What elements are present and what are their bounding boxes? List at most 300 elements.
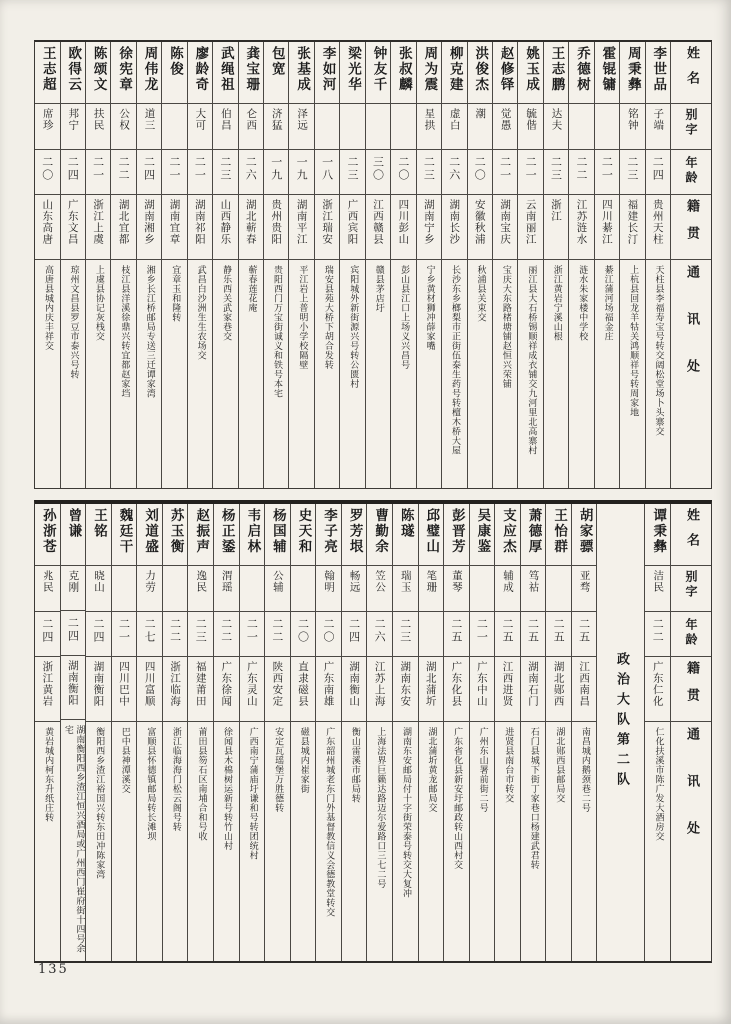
entry-courtesy-name-text: 公权	[118, 108, 131, 131]
entry-column	[544, 42, 569, 488]
entry-courtesy-name-text: 畅远	[348, 570, 361, 593]
entry-address	[213, 260, 237, 488]
entry-column	[340, 42, 365, 488]
entry-name-text: 彭晋芳	[448, 508, 465, 555]
entry-name-text: 谭秉彝	[650, 508, 667, 555]
entry-name	[366, 42, 390, 104]
entry-column	[442, 42, 467, 488]
entry-column	[61, 504, 87, 961]
entry-column	[342, 504, 368, 961]
entry-native-place	[521, 657, 546, 722]
entry-name-text: 赵振声	[193, 508, 210, 555]
entry-age-text: 二〇	[40, 156, 54, 182]
entry-native-place-text: 广东化县	[450, 661, 463, 707]
entry-address-text: 静乐西关武家巷交	[221, 265, 232, 341]
entry-native-place	[470, 657, 495, 722]
entry-column	[315, 42, 340, 488]
entry-age	[468, 150, 492, 195]
entry-courtesy-name-text: 力劳	[144, 570, 157, 593]
entry-age-text: 二〇	[473, 156, 487, 182]
header-name	[671, 42, 711, 104]
entry-age-text: 二一	[524, 156, 538, 182]
entry-column	[546, 504, 572, 961]
entry-age-text: 二一	[600, 156, 614, 182]
entry-column	[470, 504, 496, 961]
header-address-text: 通讯处	[684, 265, 699, 406]
entry-courtesy-name	[444, 566, 469, 612]
entry-age	[393, 612, 418, 657]
entry-address-text: 宾阳城外新街源兴号转公匮村	[348, 265, 359, 389]
entry-address	[291, 722, 316, 961]
entry-courtesy-name	[35, 566, 60, 612]
entry-name	[493, 42, 517, 104]
entry-native-place-text: 陕西安定	[271, 661, 284, 707]
entry-courtesy-name	[137, 104, 161, 150]
entry-age-text: 二三	[398, 618, 412, 644]
column-headers	[671, 504, 711, 961]
entry-name	[291, 504, 316, 566]
entry-name	[595, 42, 619, 104]
entry-name-text: 邱璧山	[423, 508, 440, 555]
entry-courtesy-name	[470, 566, 495, 612]
entry-address	[340, 260, 364, 488]
entry-name-text: 霍锟镛	[599, 46, 616, 93]
header-name	[671, 504, 711, 566]
entry-courtesy-name	[112, 566, 137, 612]
entry-address-text: 湖南衡阳西乡渣江恒兴酒局或广州西门崔府街十四号余宅	[62, 725, 85, 954]
entry-address	[61, 260, 85, 488]
entry-courtesy-name	[162, 104, 186, 150]
entry-native-place	[393, 657, 418, 722]
entry-age-text: 二三	[549, 156, 563, 182]
entry-name	[518, 42, 542, 104]
entry-address	[393, 722, 418, 961]
entry-name	[213, 42, 237, 104]
entry-native-place	[342, 657, 367, 722]
entry-native-place	[239, 195, 263, 260]
entry-courtesy-name	[315, 104, 339, 150]
entry-name-text: 乔德树	[573, 46, 590, 93]
entry-age-text: 二六	[447, 156, 461, 182]
entry-name-text: 李子亮	[321, 508, 338, 555]
entry-native-place-text: 福建长汀	[626, 199, 639, 245]
entry-age	[417, 150, 441, 195]
entry-courtesy-name	[61, 104, 85, 150]
entry-courtesy-name	[342, 566, 367, 612]
entry-column	[137, 504, 163, 961]
entry-address	[163, 722, 188, 961]
entry-courtesy-name	[340, 104, 364, 150]
entry-address	[240, 722, 265, 961]
entry-age-text: 二四	[66, 156, 80, 182]
entry-name	[61, 504, 86, 566]
entry-address-text: 宜章玉和隆转	[170, 265, 181, 322]
entry-native-place-text: 湖南东安	[399, 661, 412, 707]
entry-age-text: 一九	[269, 156, 283, 182]
entry-age-text: 二五	[577, 618, 591, 644]
entry-courtesy-name-text: 席珍	[41, 108, 54, 131]
header-courtesy-name	[671, 566, 711, 612]
entry-name	[112, 504, 137, 566]
entry-age	[291, 612, 316, 657]
header-age	[671, 612, 711, 657]
entry-native-place	[595, 195, 619, 260]
entry-native-place-text: 四川富顺	[143, 661, 156, 707]
entry-name-text: 洪俊杰	[472, 46, 489, 93]
entry-courtesy-name-text: 济猛	[270, 108, 283, 131]
entry-age	[214, 612, 239, 657]
entry-column	[162, 42, 187, 488]
entry-courtesy-name	[442, 104, 466, 150]
entry-native-place	[137, 657, 162, 722]
entry-address-text: 上海法界巨籁达路迈尔爱路口三七二号	[375, 727, 386, 889]
entry-name-text: 陈璲	[397, 508, 414, 539]
entry-courtesy-name	[213, 104, 237, 150]
entry-courtesy-name-text: 虚白	[448, 108, 461, 131]
entry-address	[35, 260, 59, 488]
entry-name-text: 柳克建	[446, 46, 463, 93]
entry-address-text: 丽江县大石桥锡顺祥成衣铺交九河里北高寨村	[526, 265, 537, 455]
entry-native-place	[417, 195, 441, 260]
entry-courtesy-name	[493, 104, 517, 150]
entry-name-text: 陈颂文	[90, 46, 107, 93]
entry-courtesy-name	[546, 566, 571, 612]
entry-age-text: 二六	[244, 156, 258, 182]
entry-age	[289, 150, 313, 195]
entry-address-text: 进贤县南台市转交	[503, 727, 514, 803]
entry-name	[468, 42, 492, 104]
entry-courtesy-name	[521, 566, 546, 612]
entry-native-place	[240, 657, 265, 722]
entry-address	[264, 260, 288, 488]
roster-table-top	[34, 40, 712, 489]
entry-age	[645, 612, 670, 657]
entry-age	[595, 150, 619, 195]
entry-name	[316, 504, 341, 566]
entry-address-text: 长沙东乡榔梨市正街伍泰生药号转檀木桥大屋	[450, 265, 461, 455]
entry-courtesy-name	[35, 104, 59, 150]
entry-courtesy-name	[163, 566, 188, 612]
entry-age-text: 一九	[295, 156, 309, 182]
entry-address	[521, 722, 546, 961]
entry-native-place	[518, 195, 542, 260]
entry-native-place	[366, 195, 390, 260]
entry-courtesy-name	[265, 566, 290, 612]
entry-column	[493, 42, 518, 488]
entry-native-place-text: 贵州贵阳	[270, 199, 283, 245]
entry-age-text: 二四	[142, 156, 156, 182]
entry-native-place-text: 江西赣县	[371, 199, 384, 245]
entry-courtesy-name-text: 扶民	[92, 108, 105, 131]
entry-age-text: 二四	[347, 618, 361, 644]
entry-age	[495, 612, 520, 657]
entry-courtesy-name	[137, 566, 162, 612]
entry-native-place	[495, 657, 520, 722]
entry-address-text: 瑞安县苑大桥下胡合发转	[322, 265, 333, 370]
entry-courtesy-name-text: 笔珊	[425, 570, 438, 593]
entry-native-place	[340, 195, 364, 260]
entry-name-text: 支应杰	[499, 508, 516, 555]
entry-native-place-text: 湖北蒲圻	[424, 661, 437, 707]
entry-name	[111, 42, 135, 104]
entry-age	[61, 150, 85, 195]
entry-column	[240, 504, 266, 961]
entry-native-place-text: 湖南湘乡	[143, 199, 156, 245]
entry-native-place	[544, 195, 568, 260]
entry-column	[214, 504, 240, 961]
entry-address-text: 仁化扶溪市陈广发大酒房交	[653, 727, 664, 841]
entry-native-place	[646, 195, 670, 260]
entry-column	[86, 42, 111, 488]
entry-native-place	[213, 195, 237, 260]
entry-name	[289, 42, 313, 104]
entry-address	[419, 722, 444, 961]
header-courtesy-name-text: 别字	[684, 570, 698, 600]
entry-address-text: 南昌城内鹅颈巷二号	[579, 727, 590, 813]
entry-name	[239, 42, 263, 104]
entry-address	[645, 722, 670, 961]
entry-native-place-text: 福建莆田	[194, 661, 207, 707]
entry-courtesy-name	[417, 104, 441, 150]
entry-courtesy-name-text: 觉愚	[499, 108, 512, 131]
entry-courtesy-name-text: 渭瑶	[220, 570, 233, 593]
entry-address-text: 巴中县神潭溪交	[119, 727, 130, 794]
entry-address	[86, 260, 110, 488]
entry-age-text: 二一	[91, 156, 105, 182]
entry-native-place	[188, 657, 213, 722]
entry-age	[419, 612, 444, 657]
entry-age	[546, 612, 571, 657]
header-address	[671, 260, 711, 488]
entry-address-text: 徐闻县木棉树运新号转竹山村	[222, 727, 233, 851]
entry-native-place-text: 广东徐闻	[220, 661, 233, 707]
entry-native-place	[493, 195, 517, 260]
entry-address-text: 湘乡长江桥邮局专送三迁谭家湾	[144, 265, 155, 398]
entry-age	[188, 150, 212, 195]
entry-column	[393, 504, 419, 961]
entry-native-place-text: 湖南祁阳	[193, 199, 206, 245]
entry-age	[518, 150, 542, 195]
entry-name-text: 韦启林	[244, 508, 261, 555]
entry-native-place	[111, 195, 135, 260]
entry-age-text: 二一	[193, 156, 207, 182]
entry-native-place	[444, 657, 469, 722]
entry-address-text: 莆田县笏石区南埔合和号收	[196, 727, 207, 841]
entry-address	[162, 260, 186, 488]
entry-address	[366, 260, 390, 488]
entry-age	[315, 150, 339, 195]
entry-age-text: 二五	[552, 618, 566, 644]
entry-native-place-text: 四川巴中	[118, 661, 131, 707]
entry-native-place	[35, 657, 60, 722]
entry-age-text: 二五	[526, 618, 540, 644]
entry-native-place-text: 江苏上海	[373, 661, 386, 707]
entry-native-place-text: 浙江临海	[169, 661, 182, 707]
entry-address-text: 黄岩城内柯东升纸庄转	[43, 727, 54, 822]
entry-address	[468, 260, 492, 488]
entry-age	[544, 150, 568, 195]
entry-native-place-text: 浙江瑞安	[321, 199, 334, 245]
entry-address	[646, 260, 670, 488]
entry-address-text: 湖南东安邮局付十字街荣泰号转交大复冲	[400, 727, 411, 898]
entry-name-text: 姚玉成	[523, 46, 540, 93]
entry-courtesy-name	[391, 104, 415, 150]
entry-courtesy-name	[544, 104, 568, 150]
entry-address	[35, 722, 60, 961]
entry-name	[544, 42, 568, 104]
entry-name-text: 张叔麟	[395, 46, 412, 93]
entry-age-text: 二六	[373, 618, 387, 644]
unit-section-divider	[597, 504, 645, 961]
entry-courtesy-name-text: 笃祜	[527, 570, 540, 593]
entry-column	[163, 504, 189, 961]
entry-name-text: 龚宝珊	[243, 46, 260, 93]
header-name-text: 姓名	[684, 46, 699, 96]
entry-column	[518, 42, 543, 488]
entry-native-place	[419, 657, 444, 722]
entry-address	[518, 260, 542, 488]
entry-column	[316, 504, 342, 961]
entry-native-place-text: 湖南石门	[527, 661, 540, 707]
entry-age	[342, 612, 367, 657]
header-native-place-text: 籍贯	[684, 661, 699, 715]
entry-age-text: 二二	[574, 156, 588, 182]
entry-courtesy-name-text: 铭钟	[626, 108, 639, 131]
entry-native-place	[61, 656, 86, 721]
entry-address	[137, 722, 162, 961]
entry-address	[316, 722, 341, 961]
entry-age	[470, 612, 495, 657]
entry-courtesy-name-text: 伯昌	[219, 108, 232, 131]
entry-name-text: 王铭	[90, 508, 107, 539]
entry-name-text: 杨国辅	[269, 508, 286, 555]
entry-name-text: 曾谦	[65, 508, 82, 539]
entry-name-text: 廖龄奇	[192, 46, 209, 93]
entry-name-text: 王志鹏	[548, 46, 565, 93]
entry-courtesy-name	[569, 104, 593, 150]
entry-native-place-text: 广西宾阳	[346, 199, 359, 245]
entry-courtesy-name	[645, 566, 670, 612]
entry-address-text: 蕲春莲花庵	[246, 265, 257, 313]
entry-courtesy-name	[188, 104, 212, 150]
entry-native-place	[86, 657, 111, 722]
entry-address-text: 上虞县协记灰栈交	[93, 265, 104, 341]
entry-native-place	[264, 195, 288, 260]
entry-age-text: 二一	[498, 156, 512, 182]
entry-native-place-text: 浙江黄岩	[41, 661, 54, 707]
entry-age-text: 二七	[143, 618, 157, 644]
entry-native-place-text: 浙江上虞	[92, 199, 105, 245]
entry-name-text: 胡家骠	[576, 508, 593, 555]
entry-column	[367, 504, 393, 961]
entry-name-text: 钟友千	[370, 46, 387, 93]
entry-native-place	[315, 195, 339, 260]
entry-address-text: 衡山雷溪市邮局转	[349, 727, 360, 803]
entry-courtesy-name-text: 翰明	[323, 570, 336, 593]
entry-courtesy-name-text: 亚骛	[578, 570, 591, 593]
entry-native-place	[645, 657, 670, 722]
entry-name	[419, 504, 444, 566]
entry-native-place-text: 湖南平江	[295, 199, 308, 245]
entry-courtesy-name-text: 逸民	[195, 570, 208, 593]
entry-age-text: 二四	[66, 617, 80, 644]
entry-name	[391, 42, 415, 104]
entry-column	[366, 42, 391, 488]
header-courtesy-name	[671, 104, 711, 150]
entry-column	[646, 42, 671, 488]
entry-courtesy-name	[86, 104, 110, 150]
entry-age-text: 二五	[500, 618, 514, 644]
entry-age-text: 二二	[651, 618, 665, 644]
entry-name-text: 魏廷干	[116, 508, 133, 555]
entry-address	[289, 260, 313, 488]
entry-address-text: 广西南宁蒲庙圩谦和号转团统村	[247, 727, 258, 860]
entry-age	[86, 150, 110, 195]
entry-native-place-text: 湖北郧西	[552, 661, 565, 707]
entry-age-text: 二一	[245, 618, 259, 644]
entry-age-text: 二四	[651, 156, 665, 182]
entry-address-text: 安定瓦瑶堡万胜德转	[273, 727, 284, 813]
entry-name	[569, 42, 593, 104]
entry-name	[264, 42, 288, 104]
entry-name	[163, 504, 188, 566]
entry-address	[495, 722, 520, 961]
entry-native-place-text: 湖南宁乡	[422, 199, 435, 245]
entry-courtesy-name	[289, 104, 313, 150]
entry-column	[391, 42, 416, 488]
entry-courtesy-name	[468, 104, 492, 150]
entry-native-place-text: 江西南昌	[578, 661, 591, 707]
entry-name-text: 萧德厚	[525, 508, 542, 555]
entry-address	[188, 722, 213, 961]
entry-age	[442, 150, 466, 195]
entry-courtesy-name-text: 泽远	[296, 108, 309, 131]
entry-address	[86, 722, 111, 961]
entry-native-place-text: 贵州天柱	[651, 199, 664, 245]
entry-name-text: 周为震	[421, 46, 438, 93]
entry-native-place-text: 四川彭山	[397, 199, 410, 245]
entry-column	[86, 504, 112, 961]
entry-native-place	[391, 195, 415, 260]
entry-name	[495, 504, 520, 566]
entry-native-place-text: 四川綦江	[600, 199, 613, 245]
entry-column	[35, 504, 61, 961]
entry-name-text: 史天和	[295, 508, 312, 555]
entry-address-text: 宝庆大东路楮塘铺赵恒兴荣铺	[500, 265, 511, 389]
entry-name-text: 赵修铎	[497, 46, 514, 93]
entry-column	[569, 42, 594, 488]
entry-column	[291, 504, 317, 961]
entry-name	[315, 42, 339, 104]
entry-courtesy-name-text: 克刚	[67, 569, 80, 593]
entry-age	[112, 612, 137, 657]
entry-courtesy-name	[366, 104, 390, 150]
entry-address-text: 广东韶州城老东门外基督教信义会德教堂转交	[324, 727, 335, 917]
entry-native-place-text: 湖北宜都	[117, 199, 130, 245]
entry-name	[137, 42, 161, 104]
entry-address	[315, 260, 339, 488]
entry-column	[137, 42, 162, 488]
entry-courtesy-name	[111, 104, 135, 150]
entry-native-place-text: 直隶磁县	[296, 661, 309, 707]
entry-courtesy-name	[291, 566, 316, 612]
entry-courtesy-name-text: 晓山	[92, 570, 105, 593]
entry-age-text: 二三	[346, 156, 360, 182]
entry-name	[162, 42, 186, 104]
entry-native-place-text: 山西静乐	[219, 199, 232, 245]
entry-courtesy-name	[419, 566, 444, 612]
entry-native-place-text: 江苏涟水	[575, 199, 588, 245]
